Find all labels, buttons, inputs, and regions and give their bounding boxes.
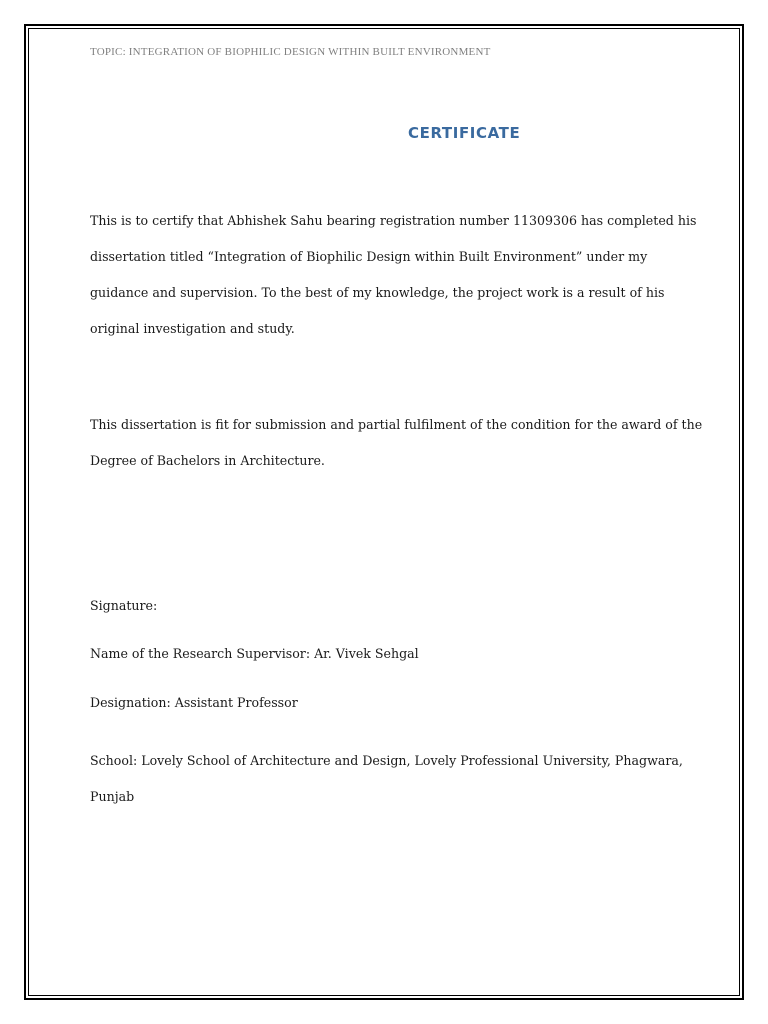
paragraph-line: original investigation and study. xyxy=(90,321,295,336)
page-header: TOPIC: INTEGRATION OF BIOPHILIC DESIGN WITHIN BUILT ENVIRONMENT xyxy=(90,46,491,58)
supervisor-name: Name of the Research Supervisor: Ar. Vivek Sehgal xyxy=(90,646,419,661)
page-border-inner xyxy=(28,28,740,996)
submission-paragraph xyxy=(90,407,703,479)
paragraph-line: guidance and supervision. To the best of my knowledge, the project work is a result of his xyxy=(90,285,665,300)
paragraph-line: Degree of Bachelors in Architecture. xyxy=(90,453,325,468)
certification-paragraph xyxy=(90,203,697,347)
signature-label: Signature: xyxy=(90,598,158,613)
paragraph-line: This is to certify that Abhishek Sahu bearing registration number 11309306 has completed his xyxy=(90,213,697,228)
school-name xyxy=(90,743,683,815)
school-line: School: Lovely School of Architecture and Design, Lovely Professional University, Phagwara, xyxy=(90,753,683,768)
certificate-title: CERTIFICATE xyxy=(408,124,521,142)
supervisor-designation: Designation: Assistant Professor xyxy=(90,695,298,710)
paragraph-line: This dissertation is fit for submission and partial fulfilment of the condition for the award of the xyxy=(90,417,703,432)
school-line: Punjab xyxy=(90,789,135,804)
paragraph-line: dissertation titled “Integration of Biophilic Design within Built Environment” under my xyxy=(90,249,648,264)
